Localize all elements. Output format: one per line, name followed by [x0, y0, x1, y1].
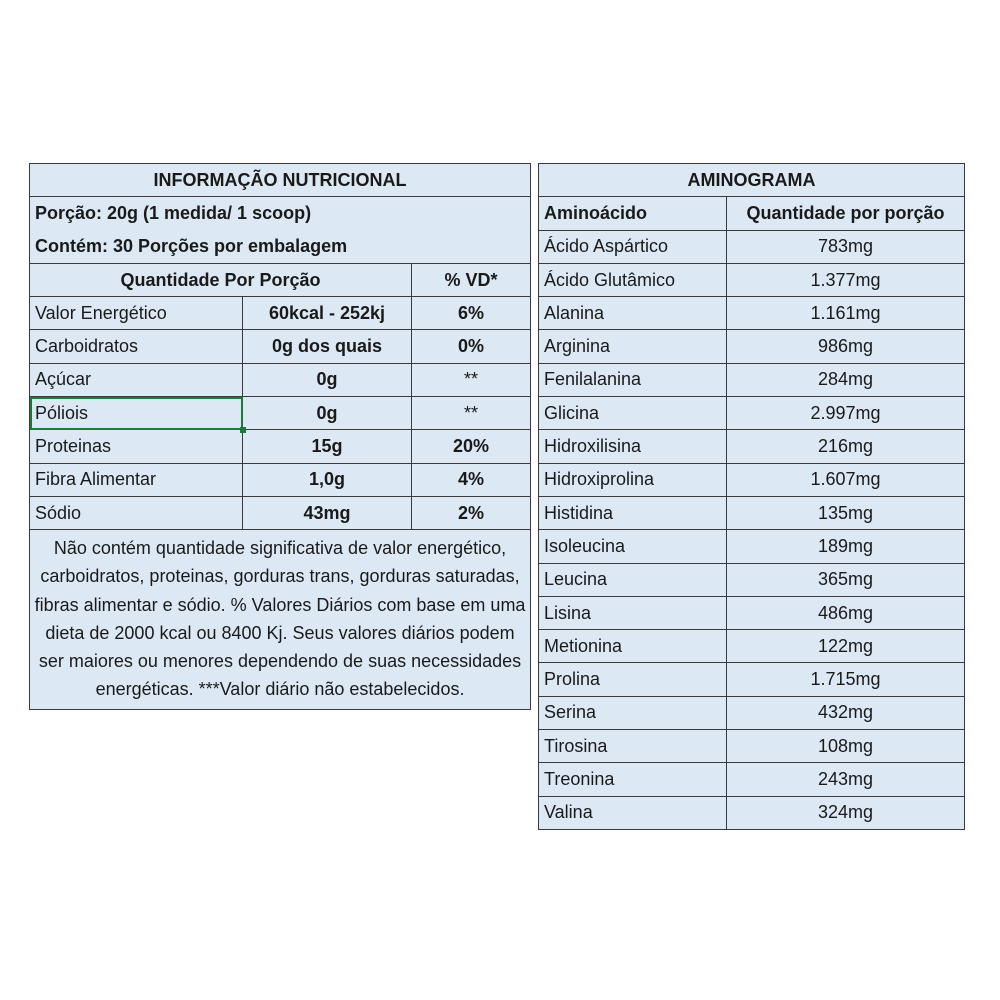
nutrient-vd[interactable]: 2%: [412, 496, 531, 529]
header-quantity[interactable]: Quantidade Por Porção: [30, 263, 412, 296]
header-vd[interactable]: % VD*: [412, 263, 531, 296]
table-row: [539, 430, 965, 463]
nutrient-qty[interactable]: 0g: [243, 397, 412, 430]
nutrition-header-row: [30, 263, 531, 296]
nutrition-title[interactable]: INFORMAÇÃO NUTRICIONAL: [30, 164, 531, 197]
nutrient-qty[interactable]: 0g dos quais: [243, 330, 412, 363]
amino-qty[interactable]: 284mg: [727, 363, 965, 396]
table-row: [30, 363, 531, 396]
portion-text[interactable]: Porção: 20g (1 medida/ 1 scoop): [30, 197, 531, 230]
nutrient-name[interactable]: Valor Energético: [30, 297, 243, 330]
amino-name[interactable]: Prolina: [539, 663, 727, 696]
table-row: [30, 397, 531, 430]
nutrient-vd[interactable]: 20%: [412, 430, 531, 463]
amino-name[interactable]: Fenilalanina: [539, 363, 727, 396]
amino-name[interactable]: Isoleucina: [539, 530, 727, 563]
table-row: [539, 596, 965, 629]
table-row: [30, 496, 531, 529]
amino-name[interactable]: Ácido Glutâmico: [539, 263, 727, 296]
amino-qty[interactable]: 1.377mg: [727, 263, 965, 296]
table-row: [539, 330, 965, 363]
contains-row: [30, 230, 531, 263]
table-row: [539, 530, 965, 563]
table-row: [539, 563, 965, 596]
amino-name[interactable]: Serina: [539, 696, 727, 729]
table-row: [539, 363, 965, 396]
amino-name[interactable]: Leucina: [539, 563, 727, 596]
nutrient-name[interactable]: Proteinas: [30, 430, 243, 463]
amino-qty[interactable]: 1.715mg: [727, 663, 965, 696]
amino-qty[interactable]: 986mg: [727, 330, 965, 363]
table-row: [539, 696, 965, 729]
nutrient-name[interactable]: Açúcar: [30, 363, 243, 396]
amino-qty[interactable]: 189mg: [727, 530, 965, 563]
nutrient-qty[interactable]: 1,0g: [243, 463, 412, 496]
amino-qty[interactable]: 122mg: [727, 630, 965, 663]
amino-qty[interactable]: 216mg: [727, 430, 965, 463]
nutrient-qty[interactable]: 0g: [243, 363, 412, 396]
amino-qty[interactable]: 432mg: [727, 696, 965, 729]
amino-qty[interactable]: 1.161mg: [727, 297, 965, 330]
contains-text[interactable]: Contém: 30 Porções por embalagem: [30, 230, 531, 263]
table-row: [539, 630, 965, 663]
amino-name[interactable]: Ácido Aspártico: [539, 230, 727, 263]
table-row: [539, 397, 965, 430]
nutrient-vd[interactable]: **: [412, 397, 531, 430]
table-row: [539, 730, 965, 763]
nutrient-vd[interactable]: **: [412, 363, 531, 396]
amino-name[interactable]: Treonina: [539, 763, 727, 796]
nutrition-table: [29, 163, 531, 710]
amino-qty[interactable]: 243mg: [727, 763, 965, 796]
nutrient-name[interactable]: Sódio: [30, 496, 243, 529]
amino-qty[interactable]: 486mg: [727, 596, 965, 629]
nutrient-vd[interactable]: 6%: [412, 297, 531, 330]
table-row: [539, 796, 965, 829]
nutrition-title-row: [30, 164, 531, 197]
aminogram-table: [538, 163, 965, 830]
nutrient-qty[interactable]: 43mg: [243, 496, 412, 529]
amino-name[interactable]: Glicina: [539, 397, 727, 430]
nutrition-footnote[interactable]: Não contém quantidade significativa de valor energético, carboidratos, proteinas, gorduras trans, gorduras saturadas, fibras alimentar e sódio. % Valores Diários com base em uma dieta de 2000 kcal ou 8400 Kj. Seus valores diários podem ser maiores ou menores dependendo de suas necessidades energéticas. ***Valor diário não estabelecidos.: [30, 530, 531, 710]
amino-name[interactable]: Alanina: [539, 297, 727, 330]
portion-row: [30, 197, 531, 230]
nutrient-name[interactable]: Fibra Alimentar: [30, 463, 243, 496]
nutrient-vd[interactable]: 0%: [412, 330, 531, 363]
table-row: [30, 463, 531, 496]
amino-qty[interactable]: 108mg: [727, 730, 965, 763]
nutrient-vd[interactable]: 4%: [412, 463, 531, 496]
amino-name[interactable]: Hidroxilisina: [539, 430, 727, 463]
nutrient-qty[interactable]: 15g: [243, 430, 412, 463]
amino-qty[interactable]: 324mg: [727, 796, 965, 829]
amino-qty[interactable]: 365mg: [727, 563, 965, 596]
amino-name[interactable]: Valina: [539, 796, 727, 829]
amino-qty[interactable]: 783mg: [727, 230, 965, 263]
table-row: [539, 463, 965, 496]
table-row: [30, 297, 531, 330]
amino-header-row: [539, 197, 965, 230]
table-row: [539, 297, 965, 330]
amino-title[interactable]: AMINOGRAMA: [539, 164, 965, 197]
table-row: [539, 263, 965, 296]
table-row: [30, 330, 531, 363]
amino-qty[interactable]: 135mg: [727, 496, 965, 529]
amino-name[interactable]: Histidina: [539, 496, 727, 529]
table-row: [30, 430, 531, 463]
note-row: [30, 530, 531, 710]
amino-title-row: [539, 164, 965, 197]
table-row: [539, 663, 965, 696]
nutrient-name[interactable]: Carboidratos: [30, 330, 243, 363]
nutrient-name-selected-cell[interactable]: Póliois: [30, 397, 243, 430]
table-row: [539, 496, 965, 529]
nutrient-qty[interactable]: 60kcal - 252kj: [243, 297, 412, 330]
amino-name[interactable]: Arginina: [539, 330, 727, 363]
header-amino-name[interactable]: Aminoácido: [539, 197, 727, 230]
table-row: [539, 763, 965, 796]
header-amino-qty[interactable]: Quantidade por porção: [727, 197, 965, 230]
amino-name[interactable]: Lisina: [539, 596, 727, 629]
amino-name[interactable]: Metionina: [539, 630, 727, 663]
amino-name[interactable]: Hidroxiprolina: [539, 463, 727, 496]
amino-qty[interactable]: 2.997mg: [727, 397, 965, 430]
amino-name[interactable]: Tirosina: [539, 730, 727, 763]
amino-rows: [539, 230, 965, 829]
amino-qty[interactable]: 1.607mg: [727, 463, 965, 496]
table-row: [539, 230, 965, 263]
